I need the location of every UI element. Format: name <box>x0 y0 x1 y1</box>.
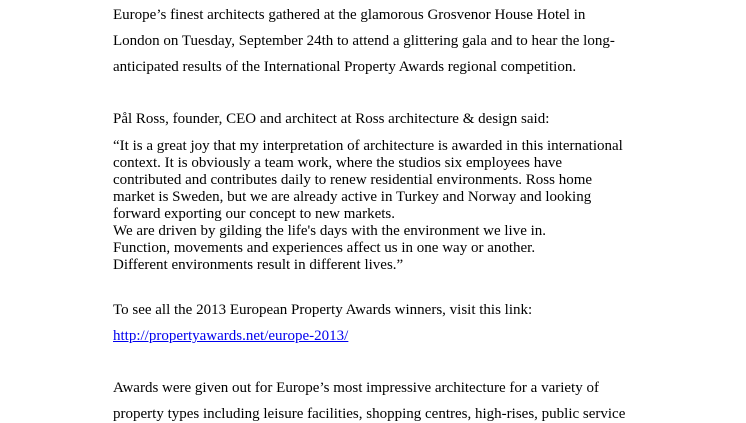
winners-link[interactable]: http://propertyawards.net/europe-2013/ <box>113 328 349 344</box>
winners-text: To see all the 2013 European Property Awards winners, visit this link: <box>113 302 533 318</box>
intro-line-1: Europe’s finest architects gathered at the glamorous Grosvenor House Hotel in <box>113 7 586 23</box>
quote-intro: Pål Ross, founder, CEO and architect at Ross architecture & design said: <box>113 111 550 127</box>
quote-line-7: Function, movements and experiences affect us in one way or another. <box>113 240 536 256</box>
quote-line-6: We are driven by gilding the life's days with the environment we live in. <box>113 223 547 239</box>
intro-line-3: anticipated results of the International Property Awards regional competition. <box>113 59 577 75</box>
intro-line-2: London on Tuesday, September 24th to attend a glittering gala and to hear the long- <box>113 33 615 49</box>
quote-line-8: Different environments result in different lives.” <box>113 257 404 273</box>
quote-line-3: contributed and contributes daily to renew residential environments. Ross home <box>113 172 593 188</box>
outro-line-2: property types including leisure facilities, shopping centres, high-rises, public service <box>113 406 626 422</box>
outro-line-1: Awards were given out for Europe’s most impressive architecture for a variety of <box>113 380 599 396</box>
quote-line-4: market is Sweden, but we are already active in Turkey and Norway and looking <box>113 189 592 205</box>
quote-line-1: “It is a great joy that my interpretation of architecture is awarded in this international <box>113 138 623 154</box>
quote-line-2: context. It is obviously a team work, where the studios six employees have <box>113 155 563 171</box>
quote-line-5: forward exporting our concept to new markets. <box>113 206 395 222</box>
